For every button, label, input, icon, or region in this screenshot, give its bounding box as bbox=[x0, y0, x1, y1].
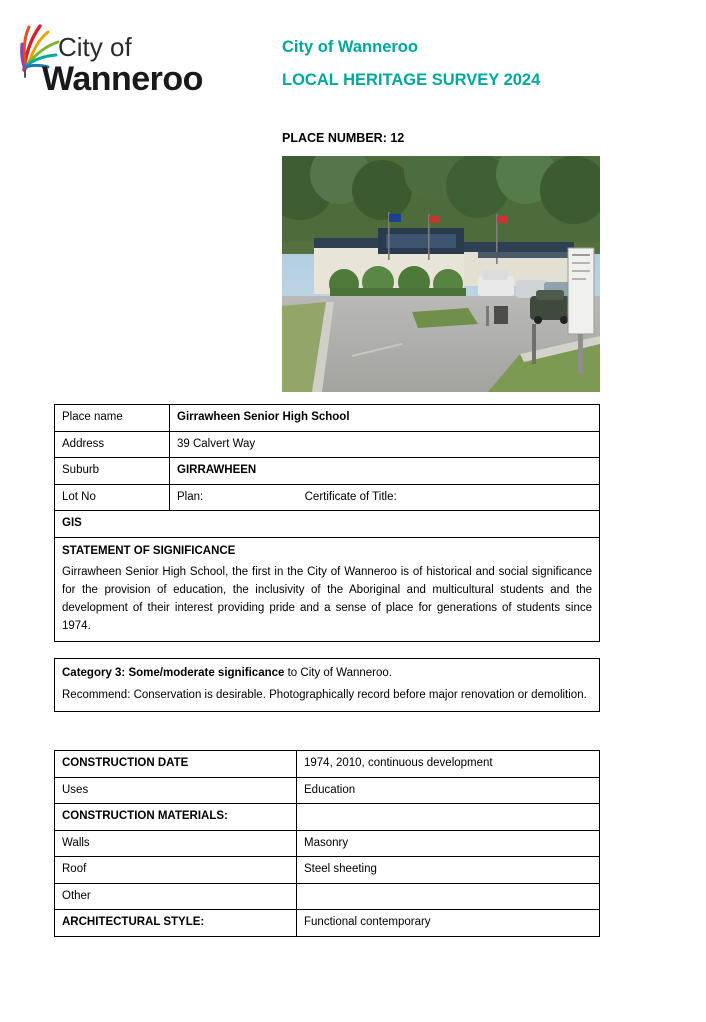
other-value bbox=[297, 883, 600, 910]
table-row bbox=[55, 484, 600, 511]
place-number: PLACE NUMBER: 12 bbox=[282, 131, 405, 145]
suburb-label: Suburb bbox=[55, 458, 170, 485]
construction-materials-label: CONSTRUCTION MATERIALS: bbox=[55, 804, 297, 831]
table-row bbox=[55, 431, 600, 458]
construction-table-body bbox=[55, 751, 600, 937]
uses-label: Uses bbox=[55, 777, 297, 804]
header-titles bbox=[282, 38, 692, 90]
architectural-style-value: Functional contemporary bbox=[297, 910, 600, 937]
construction-table bbox=[54, 750, 600, 937]
gis-label: GIS bbox=[55, 511, 600, 538]
table-row bbox=[55, 511, 600, 538]
category-line bbox=[62, 665, 592, 683]
page-header bbox=[0, 0, 706, 120]
logo-wanneroo-text: Wanneroo bbox=[42, 60, 203, 98]
category-scope: to City of Wanneroo. bbox=[284, 667, 392, 679]
address-label: Address bbox=[55, 431, 170, 458]
architectural-style-label: ARCHITECTURAL STYLE: bbox=[55, 910, 297, 937]
category-table bbox=[54, 658, 600, 712]
construction-date-value: 1974, 2010, continuous development bbox=[297, 751, 600, 778]
place-details-table bbox=[54, 404, 600, 642]
construction-date-label: CONSTRUCTION DATE bbox=[55, 751, 297, 778]
table-row bbox=[55, 458, 600, 485]
table-row bbox=[55, 857, 600, 884]
logo-city-text: City of bbox=[58, 32, 132, 62]
statement-of-significance-text: Girrawheen Senior High School, the first in the City of Wanneroo is of historical and social significance for the provision of education, the inclusivity of the Aboriginal and multicultural students and the development of their interest providing pride and a sense of place for generations of students since 1974. bbox=[62, 566, 592, 632]
table-row bbox=[55, 751, 600, 778]
table-row bbox=[55, 804, 600, 831]
uses-value: Education bbox=[297, 777, 600, 804]
walls-label: Walls bbox=[55, 830, 297, 857]
roof-value: Steel sheeting bbox=[297, 857, 600, 884]
document-title-city: City of Wanneroo bbox=[282, 38, 418, 56]
city-logo bbox=[14, 18, 244, 98]
certificate-of-title-label: Certificate of Title: bbox=[304, 490, 397, 503]
category-cell bbox=[55, 659, 600, 712]
plan-label: Plan: bbox=[177, 490, 204, 503]
statement-of-significance-heading: STATEMENT OF SIGNIFICANCE bbox=[62, 544, 236, 557]
suburb-value: GIRRAWHEEN bbox=[170, 458, 600, 485]
place-name-label: Place name bbox=[55, 405, 170, 432]
table-row bbox=[55, 659, 600, 712]
category-level: Category 3: Some/moderate significance bbox=[62, 667, 285, 679]
address-value: 39 Calvert Way bbox=[170, 431, 600, 458]
lot-no-label: Lot No bbox=[55, 484, 170, 511]
roof-label: Roof bbox=[55, 857, 297, 884]
other-label: Other bbox=[55, 883, 297, 910]
table-row bbox=[55, 777, 600, 804]
document-title-survey: LOCAL HERITAGE SURVEY 2024 bbox=[282, 71, 541, 89]
statement-of-significance-cell bbox=[55, 537, 600, 641]
table-row bbox=[55, 830, 600, 857]
lot-no-value bbox=[170, 484, 600, 511]
table-row bbox=[55, 883, 600, 910]
walls-value: Masonry bbox=[297, 830, 600, 857]
place-photo bbox=[282, 156, 600, 392]
table-row bbox=[55, 910, 600, 937]
table-row bbox=[55, 537, 600, 641]
table-row bbox=[55, 405, 600, 432]
recommendation-line: Recommend: Conservation is desirable. Photographically record before major renovation or demolition. bbox=[62, 688, 587, 701]
place-name-value: Girrawheen Senior High School bbox=[170, 405, 600, 432]
construction-materials-value bbox=[297, 804, 600, 831]
